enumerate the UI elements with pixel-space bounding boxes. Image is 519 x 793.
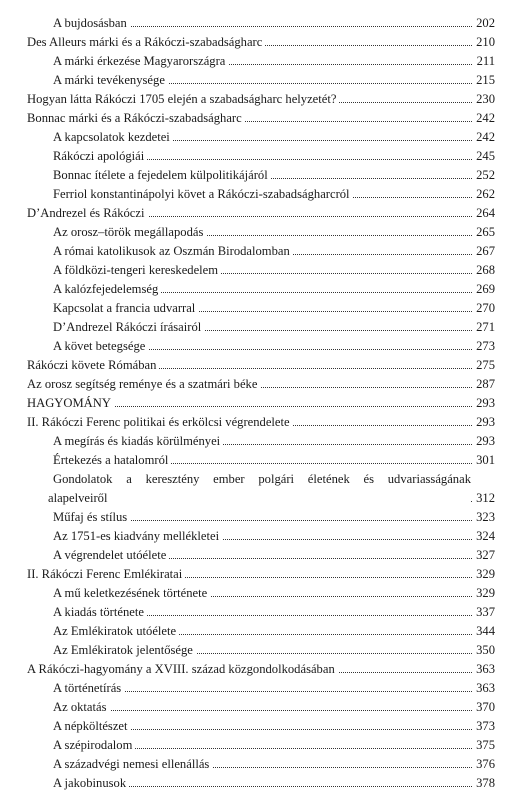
toc-entry-title: D’Andrezel és Rákóczi [27,204,148,223]
toc-entry-title: Műfaj és stílus [53,508,130,527]
toc-entry [0,413,519,432]
toc-entry-title: A követ betegsége [53,337,148,356]
toc-entry-page-number: 264 [473,204,495,223]
toc-entry-page-number: 323 [473,508,495,527]
toc-entry-page-number: 293 [473,413,495,432]
toc-entry-title-line: alapelveiről [48,489,110,508]
toc-entry [0,280,519,299]
toc-entry-page-number: 376 [473,755,495,774]
toc-entry-title: A megírás és kiadás körülményei [53,432,223,451]
toc-entry [0,71,519,90]
toc-entry [0,223,519,242]
toc-entry-title: A népköltészet [53,717,131,736]
toc-entry-page-number: 344 [473,622,495,641]
toc-entry-page-number: 267 [473,242,495,261]
toc-entry [0,375,519,394]
toc-entry-title: Az 1751-es kiadvány mellékletei [53,527,222,546]
toc-entry-title: Des Alleurs márki és a Rákóczi-szabadságharc [27,33,265,52]
toc-entry-title: Hogyan látta Rákóczi 1705 elején a szabadságharc helyzetét? [27,90,339,109]
toc-entry-title: Az Emlékiratok utóélete [53,622,179,641]
toc-entry [0,299,519,318]
toc-entry-page-number: 230 [473,90,495,109]
toc-entry-page-number: 329 [473,565,495,584]
toc-entry-title [48,470,471,508]
toc-entry [0,204,519,223]
toc-entry-page-number: 293 [473,394,495,413]
toc-entry-page-number: 350 [473,641,495,660]
table-of-contents [0,14,519,793]
toc-entry [0,33,519,52]
toc-entry-page-number: 363 [473,660,495,679]
toc-entry-title: HAGYOMÁNY [27,394,114,413]
toc-entry [0,451,519,470]
toc-entry-title: II. Rákóczi Ferenc Emlékiratai [27,565,185,584]
toc-entry-page-number: 378 [473,774,495,793]
toc-entry-page-number: 271 [473,318,495,337]
toc-entry-page-number: 262 [473,185,495,204]
toc-entry-title: Az orosz segítség reménye és a szatmári béke [27,375,260,394]
toc-entry [0,261,519,280]
toc-entry-page-number: 275 [473,356,495,375]
toc-entry [0,584,519,603]
toc-entry-title: A végrendelet utóélete [53,546,169,565]
toc-entry-page-number: 215 [473,71,495,90]
toc-entry-title: A földközi-tengeri kereskedelem [53,261,221,280]
toc-entry-title: Az Emlékiratok jelentősége [53,641,196,660]
toc-entry-title: A jakobinusok [53,774,129,793]
toc-entry [0,432,519,451]
toc-entry-title: Kapcsolat a francia udvarral [53,299,198,318]
toc-entry [0,565,519,584]
toc-entry [0,527,519,546]
toc-entry-title: A kiadás története [53,603,147,622]
toc-entry [0,166,519,185]
toc-entry-title: II. Rákóczi Ferenc politikai és erkölcsi végrendelete [27,413,293,432]
toc-entry-title-line: Gondolatok a keresztény ember polgári életének és udvariasságának [53,472,471,486]
toc-entry [0,546,519,565]
toc-entry [0,508,519,527]
toc-entry-page-number: 375 [473,736,495,755]
toc-entry-page-number: 363 [473,679,495,698]
toc-entry-page-number: 265 [473,223,495,242]
toc-entry [0,717,519,736]
toc-entry [0,147,519,166]
dot-leader [60,710,474,711]
toc-entry-page-number: 268 [473,261,495,280]
toc-entry [0,14,519,33]
toc-entry-title: Az orosz–török megállapodás [53,223,206,242]
toc-entry-page-number: 269 [473,280,495,299]
toc-entry-title: A kapcsolatok kezdetei [53,128,173,147]
toc-entry [0,356,519,375]
toc-entry-title: Ferriol konstantinápolyi követ a Rákóczi-szabadságharcról [53,185,353,204]
toc-entry-page-number: 211 [473,52,495,71]
toc-entry [0,660,519,679]
toc-entry-page-number: 329 [473,584,495,603]
toc-entry [0,337,519,356]
toc-entry-page-number: 245 [473,147,495,166]
toc-entry-title: Rákóczi apológiái [53,147,147,166]
toc-entry-page-number: 242 [473,109,495,128]
toc-entry-title: D’Andrezel Rákóczi írásairól [53,318,204,337]
toc-entry [0,774,519,793]
toc-entry-title: A szépirodalom [53,736,135,755]
toc-entry-title: A bujdosásban [53,14,130,33]
toc-entry [0,641,519,660]
toc-entry-page-number: 252 [473,166,495,185]
toc-entry-page-number: 324 [473,527,495,546]
toc-entry-page-number: 270 [473,299,495,318]
toc-entry-title: Az oktatás [53,698,110,717]
toc-entry [0,109,519,128]
toc-entry-title: Bonnac ítélete a fejedelem külpolitikájáról [53,166,271,185]
toc-entry-title: Értekezés a hatalomról [53,451,171,470]
toc-entry-title: A kalózfejedelemség [53,280,161,299]
toc-entry [0,736,519,755]
toc-entry [0,755,519,774]
toc-entry-title: Rákóczi követe Rómában [27,356,159,375]
toc-entry-title: A mű keletkezésének története [53,584,210,603]
toc-entry [0,679,519,698]
toc-entry [0,394,519,413]
toc-entry-page-number: 312 [473,489,495,508]
toc-entry-page-number: 202 [473,14,495,33]
toc-entry-page-number: 337 [473,603,495,622]
toc-entry [0,90,519,109]
toc-entry-page-number: 301 [473,451,495,470]
toc-entry-title: A történetírás [53,679,124,698]
toc-entry-page-number: 273 [473,337,495,356]
toc-entry-page-number: 210 [473,33,495,52]
toc-entry-page-number: 287 [473,375,495,394]
toc-entry [0,318,519,337]
toc-entry-title: A márki tevékenysége [53,71,168,90]
toc-entry-page-number: 373 [473,717,495,736]
toc-entry-title: A Rákóczi-hagyomány a XVIII. század közgondolkodásában [27,660,338,679]
toc-entry-title: Bonnac márki és a Rákóczi-szabadságharc [27,109,245,128]
toc-entry-page-number: 293 [473,432,495,451]
toc-entry [0,603,519,622]
toc-entry-page-number: 370 [473,698,495,717]
toc-entry [0,470,519,508]
toc-entry-title: A századvégi nemesi ellenállás [53,755,212,774]
toc-entry [0,622,519,641]
toc-entry [0,242,519,261]
toc-entry [0,185,519,204]
toc-entry-page-number: 327 [473,546,495,565]
toc-entry-title: A márki érkezése Magyarországra [53,52,228,71]
toc-entry [0,52,519,71]
toc-entry-page-number: 242 [473,128,495,147]
toc-entry-title: A római katolikusok az Oszmán Birodalomban [53,242,293,261]
toc-entry [0,128,519,147]
